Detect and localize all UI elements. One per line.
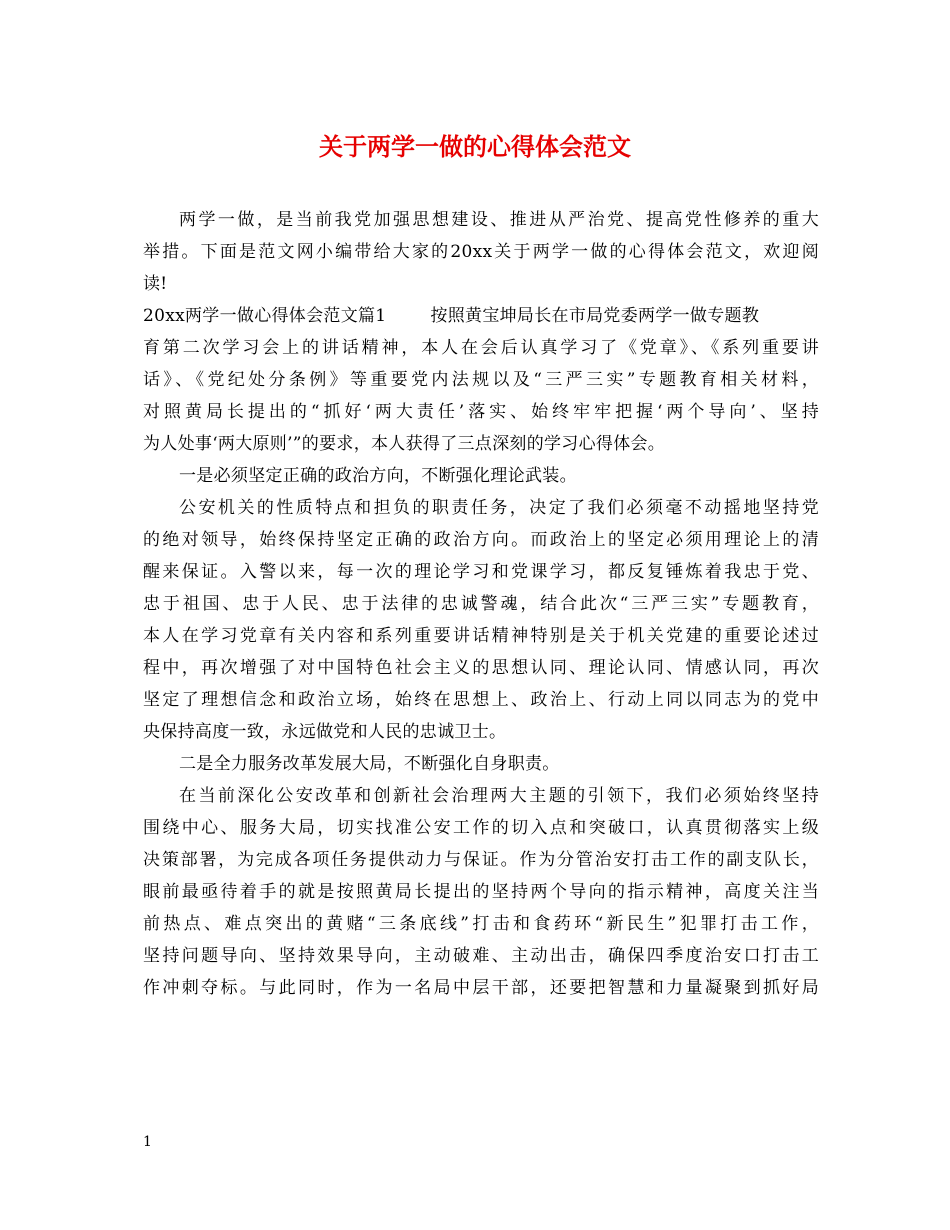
paragraph-line: 举措。下面是范文网小编带给大家的20xx关于两学一做的心得体会范文，欢迎阅: [143, 242, 819, 262]
paragraph-line: 的绝对领导，始终保持坚定正确的政治方向。而政治上的坚定必须用理论上的清: [143, 530, 819, 550]
paragraph-line: 公安机关的性质特点和担负的职责任务，决定了我们必须毫不动摇地坚持党: [179, 498, 819, 518]
paragraph-line: 坚定了理想信念和政治立场，始终在思想上、政治上、行动上同以同志为的党中: [143, 690, 819, 710]
page-number: 1: [143, 1134, 152, 1150]
paragraph-line: 忠于祖国、忠于人民、忠于法律的忠诚警魂，结合此次“三严三实”专题教育，: [143, 594, 819, 614]
document-title: 关于两学一做的心得体会范文: [319, 132, 631, 161]
document-body: [143, 204, 819, 1004]
paragraph-line: 前热点、难点突出的黄赌“三条底线”打击和食药环“新民生”犯罪打击工作，: [143, 914, 819, 934]
paragraph-line: 在当前深化公安改革和创新社会治理两大主题的引领下，我们必须始终坚持: [179, 786, 819, 806]
paragraph-line: 话》、《党纪处分条例》等重要党内法规以及“三严三实”专题教育相关材料，: [143, 370, 819, 390]
paragraph-line: 作冲刺夺标。与此同时，作为一名局中层干部，还要把智慧和力量凝聚到抓好局: [143, 978, 819, 998]
paragraph-line: 决策部署，为完成各项任务提供动力与保证。作为分管治安打击工作的副支队长，: [143, 850, 819, 870]
subheading-line: 一是必须坚定正确的政治方向，不断强化理论武装。: [179, 466, 577, 486]
paragraph-line: 育第二次学习会上的讲话精神，本人在会后认真学习了《党章》、《系列重要讲: [143, 338, 819, 358]
paragraph-line: 对照黄局长提出的“抓好‘两大责任’落实、始终牢牢把握‘两个导向’、坚持: [143, 402, 819, 422]
paragraph-line: 读!: [143, 274, 168, 294]
paragraph-line: 本人在学习党章有关内容和系列重要讲话精神特别是关于机关党建的重要论述过: [143, 626, 819, 646]
section-heading-line: [143, 300, 819, 332]
paragraph-line: 央保持高度一致，永远做党和人民的忠诚卫士。: [143, 722, 507, 742]
subheading-line: 二是全力服务改革发展大局，不断强化自身职责。: [179, 754, 560, 774]
paragraph-line: 围绕中心、服务大局，切实找准公安工作的切入点和突破口，认真贯彻落实上级: [143, 818, 819, 838]
paragraph-line: 坚持问题导向、坚持效果导向，主动破难、主动出击，确保四季度治安口打击工: [143, 946, 819, 966]
section-heading: 20xx两学一做心得体会范文篇1: [143, 306, 387, 326]
paragraph-line: 眼前最亟待着手的就是按照黄局长提出的坚持两个导向的指示精神，高度关注当: [143, 882, 819, 902]
paragraph-line: 醒来保证。入警以来，每一次的理论学习和党课学习，都反复锤炼着我忠于党、: [143, 562, 819, 582]
paragraph-text: 按照黄宝坤局长在市局党委两学一做专题教: [430, 306, 760, 326]
paragraph-line: 程中，再次增强了对中国特色社会主义的思想认同、理论认同、情感认同，再次: [143, 658, 819, 678]
paragraph-line: 两学一做，是当前我党加强思想建设、推进从严治党、提高党性修养的重大: [179, 210, 819, 230]
paragraph-line: 为人处事‘两大原则’”的要求，本人获得了三点深刻的学习心得体会。: [143, 434, 666, 454]
